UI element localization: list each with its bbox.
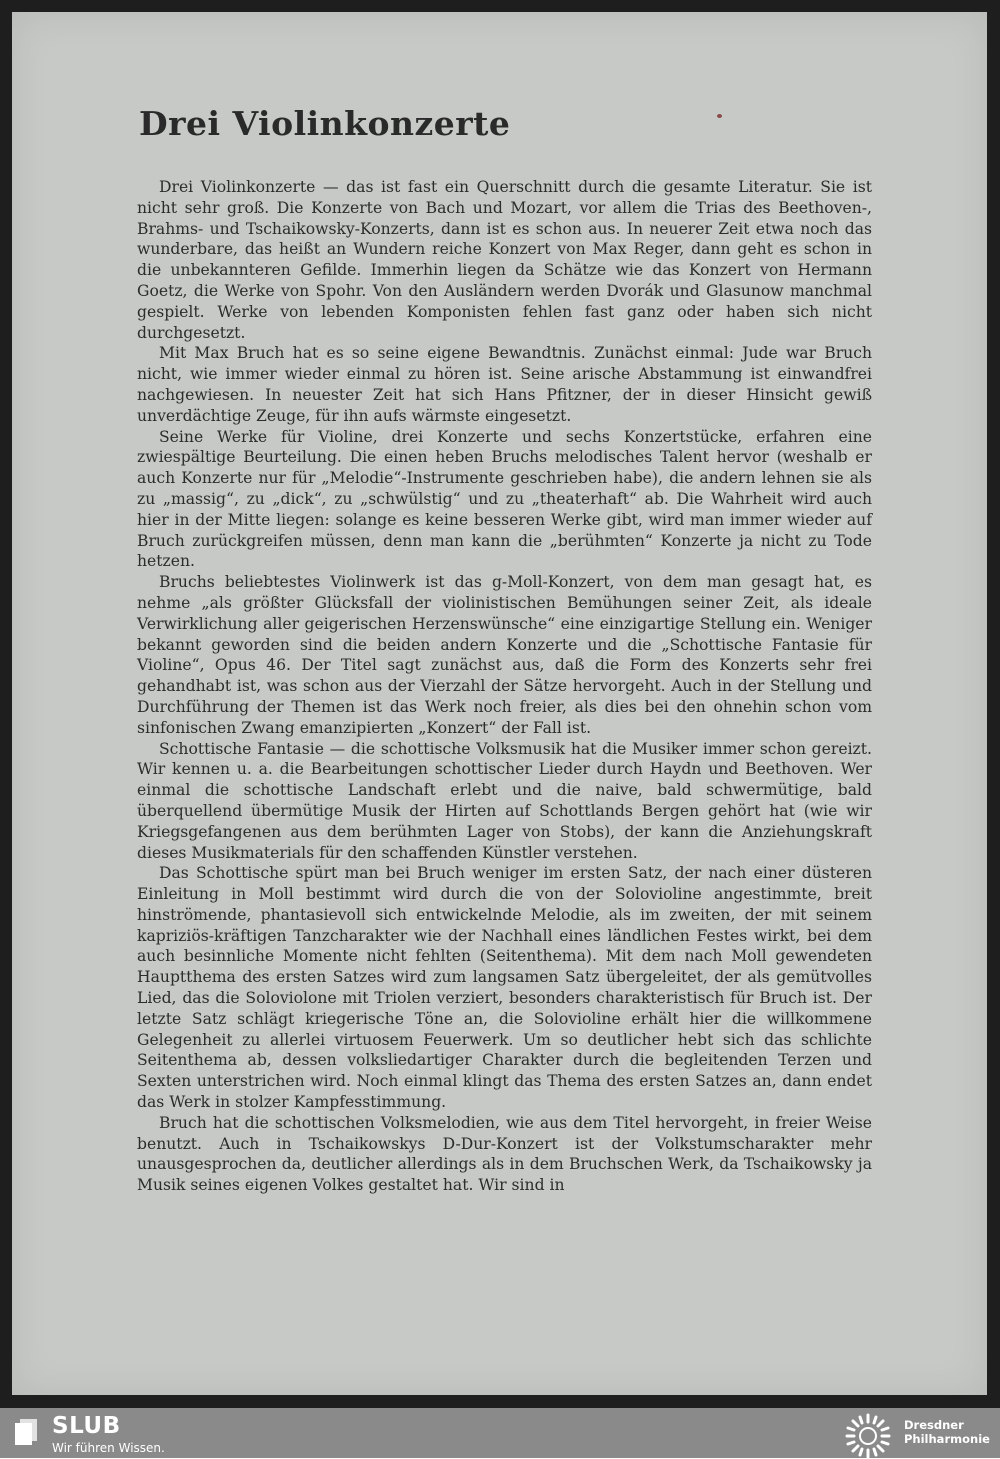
article-body [137,177,872,1196]
philharmonie-logo-icon[interactable] [842,1413,894,1459]
paragraph: Seine Werke für Violine, drei Konzerte und sechs Konzertstücke, erfahren eine zwiespältige Beurteilung. Die einen heben Bruchs melodisches Talent hervor (weshalb er auch Konzerte nur für „Melodie“-Instrumente geschrieben habe), die andern lehnen sie als zu „massig“, zu „dick“, zu „schwülstig“ und zu „theaterhaft“ ab. Die Wahrheit wird auch hier in der Mitte liegen: solange es keine besseren Werke gibt, wird man immer wieder auf Bruch zurückgreifen müssen, denn man kann die „berühmten“ Konzerte ja nicht zu Tode hetzen. [137,427,872,571]
paragraph: Schottische Fantasie — die schottische Volksmusik hat die Musiker immer schon gereizt. Wir kennen u. a. die Bearbeitungen schottischer Lieder durch Haydn und Beethoven. Wer einmal die schottische Landschaft erlebt und die naive, bald schwermütige, bald überquellend übermütige Musik der Hirten auf Schottlands Bergen gehört hat (wie wir Kriegsgefangenen aus dem berühmten Lager von Stobs), der kann die Anziehungskraft dieses Musikmaterials für den schaffenden Künstler verstehen. [137,739,872,862]
library-tagline: Wir führen Wissen. [52,1441,165,1455]
paragraph: Das Schottische spürt man bei Bruch weniger im ersten Satz, der nach einer düsteren Einleitung in Moll bestimmt wird durch die von der Solovioline angestimmte, breit hinströmende, phantasievoll sich entwickelnde Melodie, als im zweiten, der mit seinem kapriziös-kräftigen Tanzcharakter wie der Nachhall eines ländlichen Festes wirkt, bei dem auch besinnliche Momente nicht fehlten (Seitenthema). Mit dem nach Moll gewendeten Hauptthema des ersten Satzes wird zum langsamen Satz übergeleitet, der als gemütvolles Lied, das die Soloviolone mit Triolen verziert, besonders charakteristisch für Bruch ist. Der letzte Satz schlägt kriegerische Töne an, die Solovioline erhält hier die willkommene Gelegenheit zu allerlei virtuosem Feuerwerk. Um so deutlicher hebt sich das schlichte Seitenthema ab, dessen volksliedartiger Charakter durch die begleitenden Terzen und Sexten unterstrichen wird. Noch einmal klingt das Thema des ersten Satzes an, dann endet das Werk in stolzer Kampfesstimmung. [137,864,872,1112]
ink-spot [717,114,722,118]
paragraph: Bruch hat die schottischen Volksmelodien, wie aus dem Titel hervorgeht, in freier Weise benutzt. Auch in Tschaikowskys D-Dur-Konzert ist der Volkstumscharakter mehr unausgesprochen da, deutlicher allerdings als in dem Bruchschen Werk, da Tschaikowsky ja Musik seines eigenen Volkes gestaltet hat. Wir sind in [137,1113,872,1195]
partner-name-line2: Philharmonie [904,1432,990,1446]
paragraph: Drei Violinkonzerte — das ist fast ein Querschnitt durch die gesamte Literatur. Sie ist nicht sehr groß. Die Konzerte von Bach und Mozart, vor allem die Trias des Beethoven-, Brahms- und Tschaikowsky-Konzerts, dann ist es schon aus. In neuerer Zeit etwa noch das wunderbare, das heißt an Wundern reiche Konzert von Max Reger, dann geht es schon in die unbekannteren Gefilde. Immerhin liegen da Schätze wie das Konzert von Hermann Goetz, die Werke von Spohr. Von den Ausländern werden Dvorák und Glasunow manchmal gespielt. Werke von lebenden Komponisten fehlen fast ganz oder haben sich nicht durchgesetzt. [137,178,872,342]
partner-name-line1: Dresdner [904,1418,964,1432]
document-page [12,12,987,1395]
paragraph: Bruchs beliebtestes Violinwerk ist das g-Moll-Konzert, von dem man gesagt hat, es nehme „als größter Glücksfall der violinistischen Bemühungen seiner Zeit, als ideale Verwirklichung aller geigerischen Herzenswünsche“ eine einzigartige Stellung ein. Weniger bekannt geworden sind die beiden andern Konzerte und die „Schottische Fantasie für Violine“, Opus 46. Der Titel sagt zunächst aus, daß die Form des Konzerts sehr frei gehandhabt ist, was schon aus der Vierzahl der Sätze hervorgeht. Auch in der Stellung und Durchführung der Themen ist das Werk noch freier, als dies bei den ohnehin schon vom sinfonischen Zwang emanzipierten „Konzert“ der Fall ist. [137,573,872,737]
page-title: Drei Violinkonzerte [139,104,511,143]
library-name[interactable]: SLUB [52,1413,121,1439]
footer-bar [0,1408,1000,1458]
partner-name[interactable] [904,1418,990,1446]
slub-logo-icon[interactable] [12,1417,42,1447]
paragraph: Mit Max Bruch hat es so seine eigene Bewandtnis. Zunächst einmal: Jude war Bruch nicht, wie immer wieder einmal zu hören ist. Seine arische Abstammung ist einwandfrei nachgewiesen. In neuester Zeit hat sich Hans Pfitzner, der in dieser Hinsicht gewiß unverdächtige Zeuge, für ihn aufs wärmste eingesetzt. [137,344,872,425]
